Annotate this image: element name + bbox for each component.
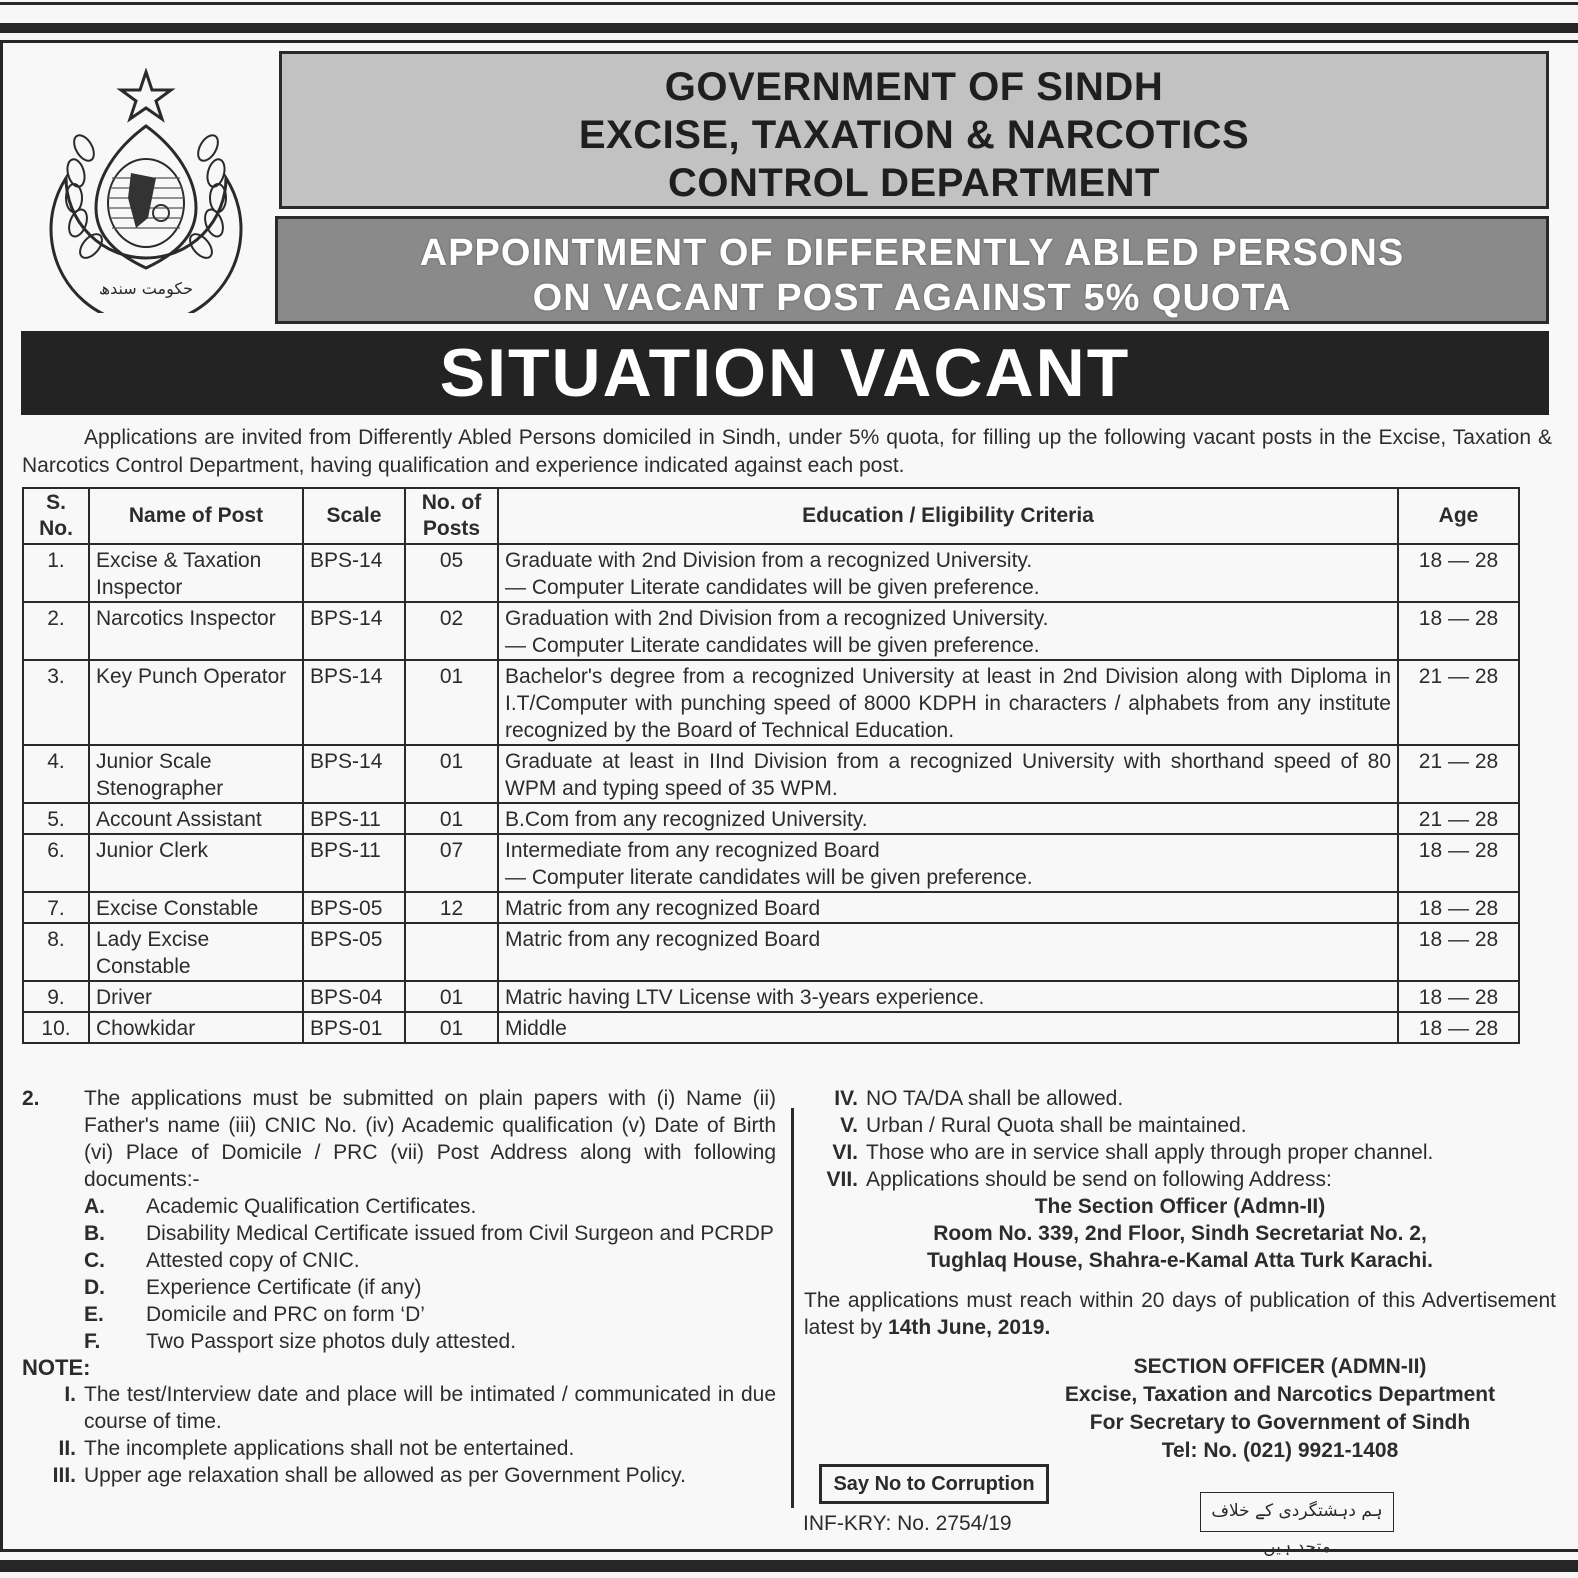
signoff-telephone: Tel: No. (021) 9921-1408: [1161, 1439, 1399, 1462]
cell-name: Key Punch Operator: [89, 660, 303, 745]
inf-reference-number: INF-KRY: No. 2754/19: [803, 1512, 1012, 1535]
cell-scale: BPS-14: [303, 660, 405, 745]
criteria-text: Graduate with 2nd Division from a recognized University.: [505, 549, 1033, 572]
subheading-line-2: ON VACANT POST AGAINST 5% QUOTA: [532, 277, 1292, 319]
document-text: Attested copy of CNIC.: [146, 1249, 360, 1272]
note-number: II.: [58, 1437, 76, 1460]
criteria-text: Graduation with 2nd Division from a recognized University.: [505, 607, 1049, 630]
table-row: [23, 803, 1519, 834]
table-row: [23, 834, 1519, 892]
note-text: Applications should be send on following Address:: [866, 1168, 1332, 1191]
cell-sno: 9.: [23, 981, 89, 1012]
header-sno: S. No.: [23, 488, 89, 544]
cell-name: Excise Constable: [89, 892, 303, 923]
note-number: III.: [52, 1464, 76, 1487]
note-number: IV.: [834, 1087, 858, 1110]
note-item: [22, 1462, 776, 1489]
table-row: [23, 660, 1519, 745]
document-text: Domicile and PRC on form ‘D’: [146, 1303, 425, 1326]
document-letter: F.: [84, 1330, 101, 1353]
criteria-text: Bachelor's degree from a recognized University at least in 2nd Division along with Diploma in I.T/Computer with punching speed of 8000 KDPH in characters / alphabets from any institute recognized by the Board of Technical Education.: [505, 665, 1391, 742]
document-item: [84, 1274, 776, 1301]
document-item: [84, 1220, 776, 1247]
header-age: Age: [1398, 488, 1519, 544]
cell-sno: 4.: [23, 745, 89, 803]
criteria-text: Matric from any recognized Board: [505, 928, 821, 951]
cell-posts: 05: [405, 544, 498, 602]
cell-posts: 01: [405, 981, 498, 1012]
criteria-preference-note: — Computer literate candidates will be given preference.: [505, 866, 1033, 889]
deadline-text: The applications must reach within 20 days of publication of this Advertisement latest by 14th June, 2019.: [804, 1289, 1556, 1339]
signoff-department: Excise, Taxation and Narcotics Department: [1064, 1383, 1496, 1406]
notes-list-right: [804, 1085, 1556, 1193]
header-criteria: Education / Eligibility Criteria: [498, 488, 1398, 544]
cell-posts: 01: [405, 803, 498, 834]
cell-name: Narcotics Inspector: [89, 602, 303, 660]
say-no-to-corruption-badge: Say No to Corruption: [819, 1464, 1049, 1504]
cell-posts: [405, 923, 498, 981]
note-item: [804, 1166, 1556, 1193]
document-item: [84, 1301, 776, 1328]
cell-name: Excise & Taxation Inspector: [89, 544, 303, 602]
cell-sno: 6.: [23, 834, 89, 892]
cell-age: 18 — 28: [1398, 1012, 1519, 1043]
cell-age: 21 — 28: [1398, 660, 1519, 745]
cell-age: 18 — 28: [1398, 981, 1519, 1012]
intro-paragraph: Applications are invited from Differently Abled Persons domiciled in Sindh, under 5% quota, for filling up the following vacant posts in the Excise, Taxation & Narcotics Control Department, having qualification and experience indicated against each post.: [22, 426, 1552, 477]
cell-age: 18 — 28: [1398, 834, 1519, 892]
urdu-slogan-box: ہم دہشتگردی کے خلاف متحد ہیں: [1200, 1492, 1394, 1532]
criteria-text: Graduate at least in IInd Division from a recognized University with shorthand speed of 80 WPM and typing speed of 35 WPM.: [505, 750, 1391, 800]
department-header: [279, 51, 1549, 209]
cell-sno: 3.: [23, 660, 89, 745]
cell-posts: 01: [405, 745, 498, 803]
document-item: [84, 1328, 776, 1355]
table-row: [23, 745, 1519, 803]
criteria-text: Matric having LTV License with 3-years experience.: [505, 986, 985, 1009]
criteria-text: Matric from any recognized Board: [505, 897, 821, 920]
application-instructions: [22, 1085, 776, 1489]
cell-criteria: [498, 745, 1398, 803]
cell-sno: 2.: [23, 602, 89, 660]
cell-sno: 10.: [23, 1012, 89, 1043]
document-text: Two Passport size photos duly attested.: [146, 1330, 517, 1353]
note-item: [804, 1139, 1556, 1166]
bottom-rule-thick: [0, 1560, 1578, 1572]
cell-posts: 12: [405, 892, 498, 923]
document-letter: B.: [84, 1222, 105, 1245]
top-rule-thin: [0, 2, 1578, 5]
address-line: The Section Officer (Admn-II): [1034, 1195, 1326, 1218]
cell-posts: 01: [405, 1012, 498, 1043]
subheading-line-1: APPOINTMENT OF DIFFERENTLY ABLED PERSONS: [419, 232, 1405, 274]
cell-name: Driver: [89, 981, 303, 1012]
address-line: Tughlaq House, Shahra-e-Kamal Atta Turk Karachi.: [926, 1249, 1434, 1272]
cell-age: 18 — 28: [1398, 923, 1519, 981]
cell-name: Junior Scale Stenographer: [89, 745, 303, 803]
document-letter: E.: [84, 1303, 104, 1326]
cell-scale: BPS-04: [303, 981, 405, 1012]
column-divider: [791, 1108, 794, 1508]
cell-name: Lady Excise Constable: [89, 923, 303, 981]
cell-scale: BPS-14: [303, 602, 405, 660]
header-line-3: CONTROL DEPARTMENT: [668, 161, 1160, 205]
criteria-text: Intermediate from any recognized Board: [505, 839, 880, 862]
mailing-address: [804, 1193, 1556, 1274]
criteria-preference-note: — Computer Literate candidates will be given preference.: [505, 634, 1040, 657]
note-text: Upper age relaxation shall be allowed as per Government Policy.: [84, 1464, 686, 1487]
note-number: V.: [840, 1114, 858, 1137]
table-row: [23, 981, 1519, 1012]
cell-posts: 07: [405, 834, 498, 892]
cell-age: 21 — 28: [1398, 803, 1519, 834]
cell-criteria: [498, 602, 1398, 660]
note-item: [804, 1085, 1556, 1112]
table-row: [23, 923, 1519, 981]
cell-criteria: [498, 544, 1398, 602]
government-of-sindh-emblem-icon: [36, 68, 256, 313]
cell-scale: BPS-01: [303, 1012, 405, 1043]
cell-criteria: [498, 981, 1398, 1012]
table-row: [23, 602, 1519, 660]
top-rule-thick: [0, 23, 1578, 33]
note-heading: NOTE:: [22, 1355, 91, 1380]
cell-sno: 7.: [23, 892, 89, 923]
document-item: [84, 1193, 776, 1220]
document-letter: A.: [84, 1195, 105, 1218]
cell-criteria: [498, 923, 1398, 981]
header-line-2: EXCISE, TAXATION & NARCOTICS: [578, 113, 1250, 157]
cell-posts: 02: [405, 602, 498, 660]
header-scale: Scale: [303, 488, 405, 544]
cell-sno: 8.: [23, 923, 89, 981]
appointment-subheading: [275, 216, 1549, 324]
cell-criteria: [498, 660, 1398, 745]
cell-scale: BPS-11: [303, 803, 405, 834]
instruction-paragraph: [22, 1085, 776, 1193]
note-text: The test/Interview date and place will be intimated / communicated in due course of time.: [84, 1383, 776, 1433]
cell-sno: 1.: [23, 544, 89, 602]
note-number: VII.: [826, 1168, 858, 1191]
situation-vacant-banner: [21, 331, 1549, 415]
document-text: Academic Qualification Certificates.: [146, 1195, 477, 1218]
header-line-1: GOVERNMENT OF SINDH: [664, 65, 1164, 109]
cell-criteria: [498, 834, 1398, 892]
note-number: VI.: [832, 1141, 858, 1164]
cell-age: 21 — 28: [1398, 745, 1519, 803]
table-row: [23, 892, 1519, 923]
cell-scale: BPS-11: [303, 834, 405, 892]
cell-age: 18 — 28: [1398, 544, 1519, 602]
cell-name: Chowkidar: [89, 1012, 303, 1043]
header-name-of-post: Name of Post: [89, 488, 303, 544]
notes-and-address: [804, 1085, 1556, 1465]
note-text: Urban / Rural Quota shall be maintained.: [866, 1114, 1247, 1137]
signoff-block: [1004, 1353, 1556, 1465]
cell-name: Account Assistant: [89, 803, 303, 834]
note-number: I.: [64, 1383, 76, 1406]
address-line: Room No. 339, 2nd Floor, Sindh Secretariat No. 2,: [933, 1222, 1427, 1245]
note-text: NO TA/DA shall be allowed.: [866, 1087, 1124, 1110]
cell-scale: BPS-14: [303, 745, 405, 803]
criteria-text: Middle: [505, 1017, 567, 1040]
note-text: Those who are in service shall apply through proper channel.: [866, 1141, 1434, 1164]
cell-name: Junior Clerk: [89, 834, 303, 892]
document-letter: D.: [84, 1276, 105, 1299]
note-item: [22, 1381, 776, 1435]
cell-criteria: [498, 892, 1398, 923]
vacancy-table: [22, 487, 1520, 1044]
cell-posts: 01: [405, 660, 498, 745]
cell-age: 18 — 28: [1398, 602, 1519, 660]
criteria-preference-note: — Computer Literate candidates will be given preference.: [505, 576, 1040, 599]
cell-scale: BPS-05: [303, 892, 405, 923]
cell-scale: BPS-05: [303, 923, 405, 981]
cell-age: 18 — 28: [1398, 892, 1519, 923]
signoff-for: For Secretary to Government of Sindh: [1089, 1411, 1471, 1434]
table-row: [23, 1012, 1519, 1043]
document-text: Experience Certificate (if any): [146, 1276, 422, 1299]
signoff-title: SECTION OFFICER (ADMN-II): [1133, 1355, 1427, 1378]
deadline-date: 14th June, 2019.: [888, 1316, 1051, 1339]
document-item: [84, 1247, 776, 1274]
cell-scale: BPS-14: [303, 544, 405, 602]
cell-sno: 5.: [23, 803, 89, 834]
criteria-text: B.Com from any recognized University.: [505, 808, 868, 831]
note-item: [804, 1112, 1556, 1139]
table-row: [23, 544, 1519, 602]
paragraph-number: 2.: [22, 1087, 40, 1110]
cell-criteria: [498, 803, 1398, 834]
document-letter: C.: [84, 1249, 105, 1272]
document-text: Disability Medical Certificate issued from Civil Surgeon and PCRDP: [146, 1222, 774, 1245]
notes-list-left: [22, 1381, 776, 1489]
banner-title: SITUATION VACANT: [439, 335, 1131, 411]
emblem-caption: حکومت سندھ: [98, 279, 194, 298]
paragraph-text: The applications must be submitted on plain papers with (i) Name (ii) Father's name (iii) CNIC No. (iv) Academic qualification (v) Date of Birth (vi) Place of Domicile / PRC (vii) Post Address along with following documents:-: [84, 1087, 776, 1191]
document-list: [84, 1193, 776, 1355]
header-no-of-posts: No. of Posts: [405, 488, 498, 544]
note-item: [22, 1435, 776, 1462]
cell-criteria: [498, 1012, 1398, 1043]
note-text: The incomplete applications shall not be entertained.: [84, 1437, 575, 1460]
table-header-row: [23, 488, 1519, 544]
